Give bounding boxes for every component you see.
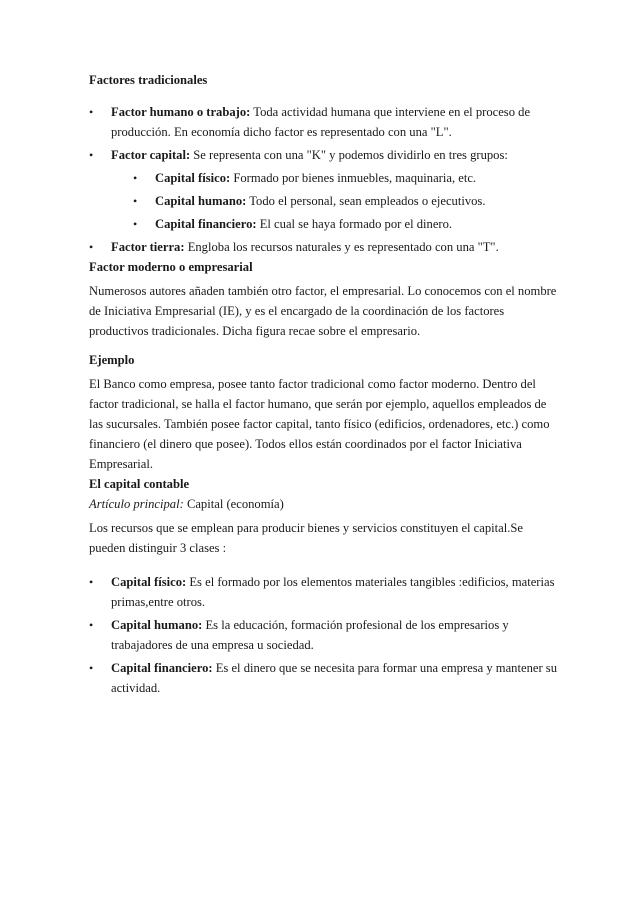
capital-classes-list [89,572,559,698]
item-text: Es el dinero que se necesita para formar una empresa y mantener su actividad. [111,661,557,695]
traditional-factors-list [89,102,559,257]
heading-ejemplo: Ejemplo [89,353,135,367]
list-item [89,102,559,142]
heading-capital-contable: El capital contable [89,477,190,491]
list-item [133,191,559,211]
item-label: Capital financiero: [111,661,213,675]
heading-factores-tradicionales: Factores tradicionales [89,73,208,87]
paragraph-capital-intro: Los recursos que se emplean para producir bienes y servicios constituyen el capital.Se pueden distinguir 3 clases : [89,521,523,555]
item-text: Engloba los recursos naturales y es representado con una "T". [184,240,499,254]
list-item [89,237,559,257]
item-text: Es el formado por los elementos materiales tangibles :edificios, materias primas,entre otros. [111,575,555,609]
document-page [89,70,559,701]
list-item [133,214,559,234]
main-article-link[interactable]: Capital (economía) [183,497,284,511]
list-item [89,572,559,612]
item-text: Formado por bienes inmuebles, maquinaria, etc. [230,171,477,185]
list-item [133,168,559,188]
main-article-label: Artículo principal: [89,497,184,511]
list-item [89,145,559,234]
item-text: Se representa con una "K" y podemos dividirlo en tres grupos: [190,148,508,162]
capital-subtypes-list [133,168,559,234]
item-label: Capital humano: [155,194,247,208]
item-label: Factor capital: [111,148,191,162]
item-label: Capital físico: [111,575,187,589]
paragraph-factor-moderno: Numerosos autores añaden también otro factor, el empresarial. Lo conocemos con el nombre de Iniciativa Empresarial (IE), y es el encargado de la coordinación de los factores productivos tradicionales. Dicha figura recae sobre el empresario. [89,284,557,338]
item-text: El cual se haya formado por el dinero. [256,217,453,231]
item-label: Capital financiero: [155,217,257,231]
paragraph-ejemplo: El Banco como empresa, posee tanto factor tradicional como factor moderno. Dentro del factor tradicional, se halla el factor humano, que serán por ejemplo, aquellos empleados de las sucursales. También posee factor capital, tanto físico (edificios, ordenadores, etc.) como financiero (el dinero que posee). Todos ellos están coordinados por el factor Iniciativa Empresarial. [89,377,550,471]
item-text: Es la educación, formación profesional de los empresarios y trabajadores de una empresa u sociedad. [111,618,509,652]
list-item [89,615,559,655]
item-text: Toda actividad humana que interviene en el proceso de producción. En economía dicho factor es representado con una "L". [111,105,531,139]
item-label: Capital físico: [155,171,231,185]
item-label: Capital humano: [111,618,203,632]
main-article-line [89,494,559,514]
item-text: Todo el personal, sean empleados o ejecutivos. [246,194,486,208]
item-label: Factor humano o trabajo: [111,105,251,119]
item-label: Factor tierra: [111,240,185,254]
list-item [89,658,559,698]
heading-factor-moderno: Factor moderno o empresarial [89,260,253,274]
